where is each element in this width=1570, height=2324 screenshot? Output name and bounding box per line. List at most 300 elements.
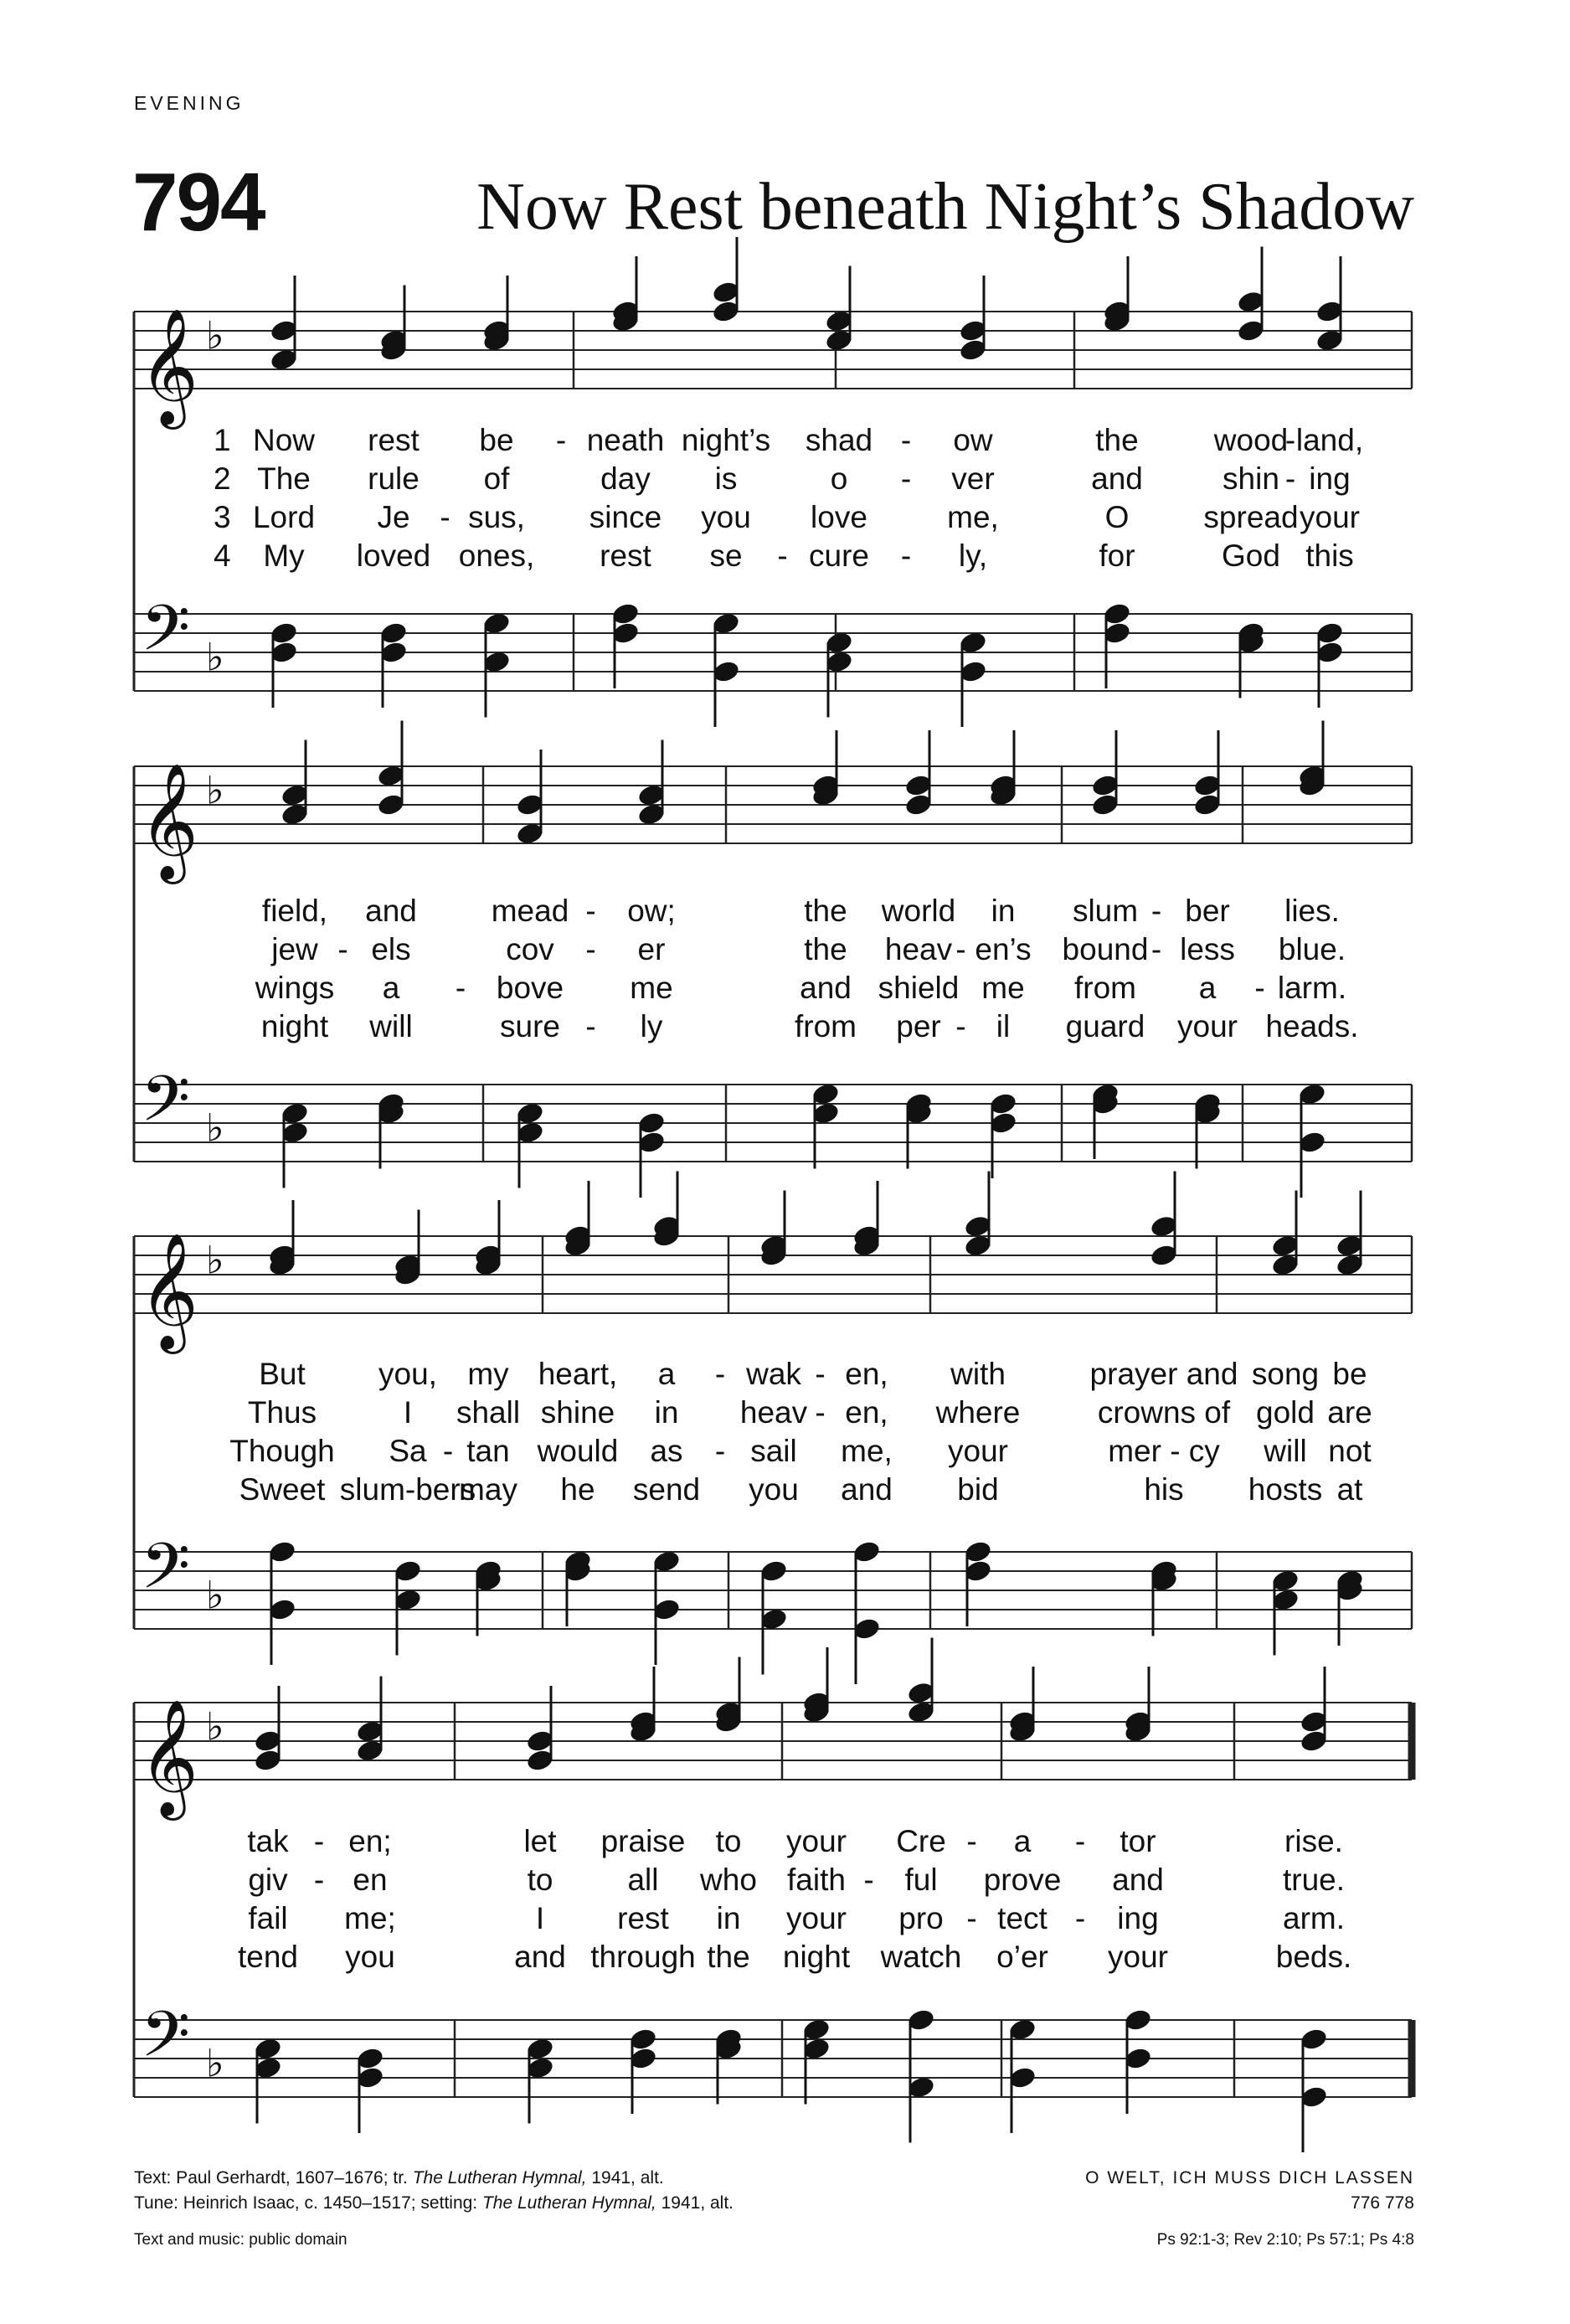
lyric-syllable: not xyxy=(1328,1434,1372,1468)
syllable-hyphen: - xyxy=(1074,1824,1086,1858)
lyric-syllable: at xyxy=(1336,1472,1363,1507)
lyric-syllable: are xyxy=(1327,1395,1372,1430)
treble-note xyxy=(988,730,1017,807)
lyric-syllable: ow; xyxy=(627,894,676,928)
lyric-syllable: en’s xyxy=(975,932,1032,966)
lyric-line-verse-4 xyxy=(0,1009,1570,1048)
lyric-syllable: shine xyxy=(540,1395,615,1430)
bass-note xyxy=(376,1091,405,1168)
bass-staff xyxy=(134,591,1412,691)
bass-note xyxy=(280,1101,309,1188)
lyric-line-verse-2 xyxy=(0,1863,1570,1901)
lyric-syllable: heav xyxy=(884,932,953,966)
bass-note xyxy=(267,1539,296,1665)
lyric-syllable: who xyxy=(700,1863,757,1897)
syllable-hyphen: - xyxy=(815,1357,826,1391)
syllable-hyphen: - xyxy=(585,1009,596,1043)
lyric-syllable: praise xyxy=(600,1824,686,1858)
lyric-syllable: love xyxy=(811,500,867,534)
lyric-syllable: The xyxy=(257,461,311,496)
bass-note xyxy=(759,1559,788,1674)
lyric-syllable: world xyxy=(881,894,956,928)
treble-note xyxy=(1090,730,1120,817)
treble-note xyxy=(1123,1667,1152,1744)
lyric-syllable: the xyxy=(804,894,847,928)
lyric-syllable: fail xyxy=(248,1901,288,1935)
lyric-syllable: day xyxy=(600,461,651,496)
bass-note xyxy=(811,1082,840,1169)
lyric-syllable: and xyxy=(841,1472,893,1507)
syllable-hyphen: - xyxy=(1254,971,1265,1005)
lyric-syllable: gold xyxy=(1256,1395,1315,1430)
lyric-syllable: a xyxy=(1198,971,1217,1005)
lyric-syllable: loved xyxy=(356,538,431,573)
lyric-syllable: me, xyxy=(841,1434,893,1468)
syllable-hyphen: - xyxy=(955,932,966,966)
section-label: EVENING xyxy=(134,92,245,114)
syllable-hyphen: - xyxy=(1284,423,1296,457)
lyric-syllable: this xyxy=(1305,538,1354,573)
lyric-syllable: song xyxy=(1251,1357,1320,1391)
tune-credit-source: The Lutheran Hymnal, xyxy=(481,2193,656,2213)
lyric-line-verse-1 xyxy=(0,1824,1570,1863)
bass-note xyxy=(1270,1569,1300,1656)
lyric-syllable: tan xyxy=(466,1434,510,1468)
lyric-syllable: beds. xyxy=(1275,1940,1352,1974)
treble-note xyxy=(711,237,740,324)
lyric-syllable: ber xyxy=(1185,894,1230,928)
lyric-syllable: prove xyxy=(983,1863,1062,1897)
credits xyxy=(134,2166,734,2251)
treble-note xyxy=(636,740,666,827)
bass-note xyxy=(651,1549,681,1665)
scripture-refs: Ps 92:1-3; Rev 2:10; Ps 57:1; Ps 4:8 xyxy=(1156,2230,1414,2249)
lyric-syllable: for xyxy=(1099,538,1135,573)
lyric-syllable: since xyxy=(589,500,662,534)
lyric-syllable: en, xyxy=(845,1357,888,1391)
lyric-syllable: send xyxy=(632,1472,701,1507)
lyric-syllable: slum-bers xyxy=(339,1472,476,1507)
syllable-hyphen: - xyxy=(714,1434,726,1468)
lyric-syllable: be xyxy=(1332,1357,1367,1391)
syllable-hyphen: - xyxy=(455,971,466,1005)
lyric-syllable: en, xyxy=(845,1395,888,1430)
lyric-syllable: sus, xyxy=(468,500,525,534)
lyric-syllable: shad xyxy=(805,423,873,457)
treble-note xyxy=(473,1200,502,1277)
bass-note xyxy=(253,2037,282,2124)
verse-number: 2 xyxy=(214,461,231,496)
lyric-syllable: wings xyxy=(255,971,335,1005)
lyric-syllable: Cre xyxy=(896,1824,946,1858)
lyric-syllable: he xyxy=(560,1472,595,1507)
treble-note xyxy=(378,286,408,363)
lyric-syllable: O xyxy=(1104,500,1130,534)
lyric-syllable: is xyxy=(714,461,738,496)
lyric-syllable: tak xyxy=(247,1824,289,1858)
bass-note xyxy=(269,621,298,708)
lyric-syllable: o xyxy=(830,461,848,496)
treble-note xyxy=(376,721,405,817)
lyric-syllable: my xyxy=(467,1357,509,1391)
lyric-syllable: night xyxy=(782,1940,851,1974)
lyric-line-verse-3 xyxy=(0,971,1570,1009)
lyric-syllable: rise. xyxy=(1284,1824,1343,1858)
tune-credit-suffix: 1941, alt. xyxy=(656,2193,734,2213)
lyric-syllable: en; xyxy=(348,1824,392,1858)
lyric-syllable: en xyxy=(353,1863,388,1897)
lyric-syllable: per xyxy=(896,1009,941,1043)
bass-staff xyxy=(134,1997,1412,2097)
lyric-syllable: me, xyxy=(947,500,999,534)
lyric-line-verse-1 xyxy=(0,423,1570,461)
treble-note xyxy=(253,1686,282,1773)
treble-note xyxy=(1315,256,1344,353)
treble-note xyxy=(628,1667,657,1744)
flat-key-signature-icon: ♭ xyxy=(206,312,224,358)
bass-clef-icon: 𝄢 xyxy=(141,1062,191,1152)
lyric-syllable: less xyxy=(1180,932,1235,966)
lyric-syllable: heart, xyxy=(538,1357,618,1391)
treble-note xyxy=(958,276,987,363)
treble-note xyxy=(1236,247,1265,343)
lyric-syllable: mead xyxy=(491,894,569,928)
lyric-syllable: watch xyxy=(880,1940,962,1974)
verse-number: 1 xyxy=(214,423,231,457)
lyric-line-verse-4 xyxy=(0,1940,1570,1978)
lyric-syllable: will xyxy=(1264,1434,1307,1468)
lyric-syllable: from xyxy=(795,1009,857,1043)
lyric-syllable: sail xyxy=(750,1434,797,1468)
lyric-syllable: Now xyxy=(252,423,316,457)
lyric-syllable: you, xyxy=(378,1357,437,1391)
hymn-title: Now Rest beneath Night’s Shadow xyxy=(476,170,1414,244)
lyric-syllable: ing xyxy=(1309,461,1351,496)
bass-note xyxy=(393,1559,422,1655)
bass-note xyxy=(378,621,408,708)
lyric-line-verse-4 xyxy=(0,538,1570,577)
treble-staff xyxy=(134,1699,1412,1821)
treble-note xyxy=(393,1210,422,1287)
lyric-syllable: mer - cy xyxy=(1108,1434,1220,1468)
lyric-syllable: in xyxy=(654,1395,679,1430)
lyric-syllable: your xyxy=(1108,1940,1168,1974)
lyric-syllable: to xyxy=(715,1824,742,1858)
bass-note xyxy=(1335,1569,1364,1646)
treble-note xyxy=(811,730,840,807)
bass-note xyxy=(355,2046,384,2133)
bass-note xyxy=(1236,621,1265,698)
bass-clef-icon: 𝄢 xyxy=(141,1997,191,2087)
syllable-hyphen: - xyxy=(440,500,450,534)
treble-clef-icon: 𝄞 xyxy=(139,1233,198,1349)
treble-note xyxy=(280,740,309,827)
lyric-syllable: all xyxy=(627,1863,659,1897)
bass-note xyxy=(824,631,853,718)
lyric-line-verse-4 xyxy=(0,1472,1570,1511)
lyric-line-verse-3 xyxy=(0,1434,1570,1472)
lyric-line-verse-2 xyxy=(0,1395,1570,1434)
lyric-syllable: land, xyxy=(1295,423,1364,457)
verse-number: 4 xyxy=(214,538,231,573)
hymn-number: 794 xyxy=(132,156,265,248)
syllable-hyphen: - xyxy=(966,1824,977,1858)
lyric-syllable: I xyxy=(535,1901,545,1935)
lyric-syllable: your xyxy=(786,1824,847,1858)
lyric-syllable: Lord xyxy=(252,500,316,534)
flat-key-signature-icon: ♭ xyxy=(206,1237,224,1283)
treble-note xyxy=(713,1657,743,1734)
lyric-syllable: giv xyxy=(248,1863,288,1897)
lyric-syllable: from xyxy=(1074,971,1136,1005)
treble-note xyxy=(824,266,853,353)
syllable-hyphen: - xyxy=(313,1824,325,1858)
treble-note xyxy=(515,750,544,846)
lyric-syllable: se xyxy=(709,538,743,573)
syllable-hyphen: - xyxy=(585,894,596,928)
text-credit-prefix: Text: Paul Gerhardt, 1607–1676; tr. xyxy=(134,2168,413,2187)
bass-note xyxy=(628,2027,657,2114)
lyric-syllable: may xyxy=(459,1472,517,1507)
treble-note xyxy=(1270,1191,1300,1278)
syllable-hyphen: - xyxy=(1074,1901,1086,1935)
lyric-syllable: night xyxy=(260,1009,329,1043)
lyric-syllable: a xyxy=(382,971,400,1005)
lyric-syllable: through xyxy=(590,1940,696,1974)
lyric-syllable: with xyxy=(950,1357,1006,1391)
lyric-syllable: bound xyxy=(1062,932,1149,966)
treble-note xyxy=(1007,1667,1037,1744)
lyric-syllable: to xyxy=(527,1863,553,1897)
lyric-syllable: bid xyxy=(957,1472,999,1507)
text-credit xyxy=(134,2166,734,2191)
lyric-syllable: o’er xyxy=(996,1940,1048,1974)
lyric-syllable: in xyxy=(991,894,1016,928)
lyric-syllable: hosts xyxy=(1248,1472,1323,1507)
lyric-syllable: neath xyxy=(586,423,665,457)
bass-note xyxy=(1090,1082,1120,1159)
syllable-hyphen: - xyxy=(337,932,348,966)
bass-note xyxy=(1315,621,1344,708)
lyric-syllable: wak xyxy=(746,1357,801,1391)
syllable-hyphen: - xyxy=(900,423,912,457)
lyric-syllable: faith xyxy=(787,1863,846,1897)
bass-note xyxy=(481,611,511,718)
lyric-syllable: tend xyxy=(237,1940,299,1974)
treble-note xyxy=(267,1200,296,1277)
bass-note xyxy=(801,2017,831,2105)
syllable-hyphen: - xyxy=(863,1863,874,1897)
lyric-syllable: true. xyxy=(1282,1863,1346,1897)
lyric-syllable: a xyxy=(657,1357,676,1391)
lyric-syllable: ones, xyxy=(458,538,535,573)
syllable-hyphen: - xyxy=(442,1434,454,1468)
lyric-syllable: you xyxy=(701,500,751,534)
treble-note xyxy=(1192,730,1222,817)
bass-note xyxy=(903,1091,933,1168)
flat-key-signature-icon: ♭ xyxy=(206,767,224,813)
lyric-line-verse-2 xyxy=(0,932,1570,971)
lyric-syllable: larm. xyxy=(1277,971,1347,1005)
treble-note xyxy=(759,1191,788,1268)
lyric-syllable: let xyxy=(523,1824,557,1858)
syllable-hyphen: - xyxy=(900,461,912,496)
lyric-line-verse-3 xyxy=(0,500,1570,538)
rights-notice: Text and music: public domain xyxy=(134,2230,347,2249)
tune-credit xyxy=(134,2191,734,2216)
text-credit-suffix: 1941, alt. xyxy=(586,2168,664,2187)
lyric-syllable: wood xyxy=(1213,423,1289,457)
lyric-syllable: your xyxy=(786,1901,847,1935)
syllable-hyphen: - xyxy=(777,538,788,573)
bass-note xyxy=(636,1110,666,1198)
lyric-syllable: night’s xyxy=(681,423,771,457)
treble-note xyxy=(610,256,640,333)
lyric-syllable: I xyxy=(403,1395,413,1430)
lyric-syllable: shield xyxy=(878,971,960,1005)
treble-note xyxy=(1102,256,1131,333)
lyric-line-verse-1 xyxy=(0,894,1570,932)
lyric-syllable: pro xyxy=(898,1901,944,1935)
lyric-syllable: in xyxy=(716,1901,741,1935)
lyric-syllable: ly, xyxy=(958,538,988,573)
lyric-syllable: Sweet xyxy=(239,1472,326,1507)
lyric-syllable: My xyxy=(263,538,305,573)
lyric-syllable: would xyxy=(537,1434,619,1468)
treble-note xyxy=(1299,1667,1328,1754)
lyric-line-verse-2 xyxy=(0,461,1570,500)
lyric-syllable: and xyxy=(1112,1863,1164,1897)
lyric-syllable: where xyxy=(935,1395,1021,1430)
lyric-syllable: er xyxy=(637,932,666,966)
lyric-syllable: tor xyxy=(1120,1824,1156,1858)
lyric-syllable: cov xyxy=(506,932,554,966)
lyric-syllable: Though xyxy=(229,1434,335,1468)
lyric-syllable: lies. xyxy=(1284,894,1340,928)
lyric-syllable: bove xyxy=(496,971,564,1005)
flat-key-signature-icon: ♭ xyxy=(206,1703,224,1749)
lyric-syllable: you xyxy=(345,1940,395,1974)
lyric-syllable: ing xyxy=(1117,1901,1159,1935)
lyric-syllable: arm. xyxy=(1283,1901,1345,1935)
lyric-syllable: of xyxy=(483,461,510,496)
lyric-syllable: shall xyxy=(456,1395,521,1430)
bass-note xyxy=(711,611,740,727)
bass-note xyxy=(1102,601,1131,688)
lyric-syllable: you xyxy=(749,1472,799,1507)
lyric-syllable: rest xyxy=(368,423,420,457)
lyric-syllable: il xyxy=(996,1009,1011,1043)
verse-number: 3 xyxy=(214,500,231,534)
lyric-syllable: guard xyxy=(1065,1009,1145,1043)
treble-note xyxy=(525,1686,554,1773)
bass-note xyxy=(963,1539,992,1626)
lyric-syllable: But xyxy=(259,1357,306,1391)
lyric-syllable: your xyxy=(1177,1009,1238,1043)
tune-info xyxy=(1085,2166,1414,2251)
syllable-hyphen: - xyxy=(1150,894,1162,928)
lyric-syllable: a xyxy=(1013,1824,1032,1858)
bass-note xyxy=(1192,1091,1222,1168)
lyric-syllable: cure xyxy=(809,538,869,573)
lyric-syllable: and xyxy=(514,1940,566,1974)
flat-key-signature-icon: ♭ xyxy=(206,2040,224,2086)
lyric-syllable: sure xyxy=(500,1009,560,1043)
lyric-syllable: ful xyxy=(904,1863,938,1897)
lyric-syllable: Thus xyxy=(247,1395,317,1430)
syllable-hyphen: - xyxy=(714,1357,726,1391)
bass-note xyxy=(852,1539,881,1684)
bass-note xyxy=(610,601,640,688)
lyric-syllable: els xyxy=(371,932,411,966)
bass-note xyxy=(1149,1559,1178,1636)
lyric-syllable: field, xyxy=(261,894,328,928)
syllable-hyphen: - xyxy=(585,932,596,966)
bass-clef-icon: 𝄢 xyxy=(141,591,191,681)
treble-note xyxy=(269,276,298,372)
lyric-syllable: the xyxy=(804,932,847,966)
lyric-syllable: crowns of xyxy=(1097,1395,1231,1430)
syllable-hyphen: - xyxy=(966,1901,977,1935)
lyric-syllable: and xyxy=(365,894,417,928)
lyric-syllable: rest xyxy=(617,1901,669,1935)
syllable-hyphen: - xyxy=(555,423,567,457)
lyric-syllable: Je xyxy=(377,500,410,534)
syllable-hyphen: - xyxy=(955,1009,966,1043)
lyric-syllable: prayer and xyxy=(1089,1357,1238,1391)
lyric-syllable: jew xyxy=(271,932,318,966)
treble-note xyxy=(355,1677,384,1764)
lyric-syllable: ow xyxy=(953,423,993,457)
bass-note xyxy=(473,1559,502,1636)
lyric-syllable: his xyxy=(1144,1472,1184,1507)
lyric-syllable: me xyxy=(630,971,673,1005)
bass-note xyxy=(515,1101,544,1188)
treble-clef-icon: 𝄞 xyxy=(139,763,198,879)
lyric-syllable: shin xyxy=(1223,461,1279,496)
bass-note xyxy=(563,1549,592,1626)
lyric-syllable: heav xyxy=(739,1395,808,1430)
lyric-syllable: heads. xyxy=(1265,1009,1359,1043)
lyric-line-verse-1 xyxy=(0,1357,1570,1395)
flat-key-signature-icon: ♭ xyxy=(206,1572,224,1618)
treble-clef-icon: 𝄞 xyxy=(139,308,198,425)
lyric-syllable: and xyxy=(1091,461,1143,496)
lyric-syllable: the xyxy=(707,1940,750,1974)
treble-note xyxy=(481,276,511,353)
treble-note xyxy=(903,730,933,817)
flat-key-signature-icon: ♭ xyxy=(206,634,224,680)
meter: 776 778 xyxy=(1351,2193,1414,2213)
lyric-syllable: Sa xyxy=(389,1434,427,1468)
lyric-syllable: be xyxy=(479,423,514,457)
bass-note xyxy=(1297,1082,1326,1198)
bass-note xyxy=(1007,2017,1037,2133)
lyric-syllable: and xyxy=(800,971,852,1005)
tune-credit-prefix: Tune: Heinrich Isaac, c. 1450–1517; setting: xyxy=(134,2193,482,2213)
treble-note xyxy=(1335,1191,1364,1278)
lyric-syllable: will xyxy=(369,1009,413,1043)
lyric-syllable: God xyxy=(1222,538,1280,573)
lyric-syllable: ly xyxy=(640,1009,663,1043)
lyric-syllable: ver xyxy=(951,461,995,496)
treble-staff xyxy=(134,308,1412,430)
lyric-syllable: as xyxy=(650,1434,683,1468)
bass-note xyxy=(1299,2027,1328,2152)
syllable-hyphen: - xyxy=(313,1863,325,1897)
lyric-syllable: your xyxy=(1300,500,1360,534)
flat-key-signature-icon: ♭ xyxy=(206,1105,224,1151)
